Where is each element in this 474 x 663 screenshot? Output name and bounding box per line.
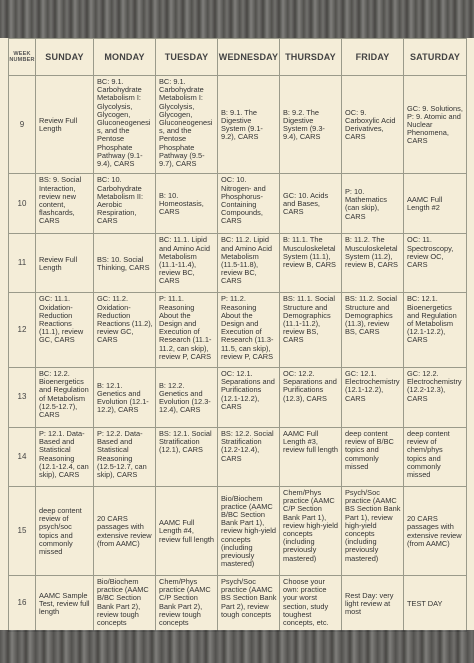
schedule-cell: BS: 9. Social Interaction, review new content, flashcards, CARS bbox=[36, 174, 94, 234]
schedule-cell: B: 9.2. The Digestive System (9.3-9.4), CARS bbox=[280, 76, 342, 174]
schedule-cell: AAMC Full Length #4, review full length bbox=[156, 487, 218, 576]
schedule-cell: BS: 11.2. Social Structure and Demographics (11.3), review BS, CARS bbox=[342, 293, 404, 368]
schedule-cell: BC: 9.1. Carbohydrate Metabolism I: Glycolysis, Glycogen, Gluconeogenesis, and the Pentose Phosphate Pathway (9.1-9.4), CARS bbox=[94, 76, 156, 174]
schedule-cell: BS: 10. Social Thinking, CARS bbox=[94, 234, 156, 293]
week-number: 14 bbox=[9, 428, 36, 487]
schedule-cell: OC: 12.2. Separations and Purifications (12.3), CARS bbox=[280, 367, 342, 427]
schedule-cell: OC: 11. Spectroscopy, review OC, CARS bbox=[404, 234, 467, 293]
schedule-cell: P: 12.2. Data-Based and Statistical Reasoning (12.5-12.7, can skip), CARS bbox=[94, 428, 156, 487]
schedule-cell: B: 11.1. The Musculoskeletal System (11.1), review B, CARS bbox=[280, 234, 342, 293]
schedule-cell: GC: 10. Acids and Bases, CARS bbox=[280, 174, 342, 234]
schedule-table bbox=[8, 38, 467, 632]
schedule-cell: AAMC Sample Test, review full length bbox=[36, 576, 94, 632]
table-row-week-9 bbox=[9, 76, 467, 174]
week-number-header: WEEK NUMBER bbox=[9, 39, 36, 76]
schedule-cell: Bio/Biochem practice (AAMC B/BC Section Bank Part 1), review high-yield concepts (including previously mastered) bbox=[218, 487, 280, 576]
schedule-cell: Choose your own: practice your worst section, study toughest concepts, etc. bbox=[280, 576, 342, 632]
week-number: 13 bbox=[9, 367, 36, 427]
study-schedule-sheet bbox=[8, 38, 466, 632]
day-header-saturday: SATURDAY bbox=[404, 39, 467, 76]
schedule-cell: GC: 12.1. Electrochemistry (12.1-12.2), CARS bbox=[342, 367, 404, 427]
schedule-cell: B: 12.1. Genetics and Evolution (12.1-12.2), CARS bbox=[94, 367, 156, 427]
schedule-cell: 20 CARS passages with extensive review (from AAMC) bbox=[94, 487, 156, 576]
schedule-cell: OC: 9. Carboxylic Acid Derivatives, CARS bbox=[342, 76, 404, 174]
schedule-cell: GC: 9. Solutions, P: 9. Atomic and Nuclear Phenomena, CARS bbox=[404, 76, 467, 174]
table-row-week-13 bbox=[9, 367, 467, 427]
table-row-week-14 bbox=[9, 428, 467, 487]
top-decorative-band bbox=[0, 0, 474, 38]
day-header-thursday: THURSDAY bbox=[280, 39, 342, 76]
schedule-cell: Chem/Phys practice (AAMC C/P Section Bank Part 2), review tough concepts bbox=[156, 576, 218, 632]
schedule-cell: GC: 11.1. Oxidation-Reduction Reactions (11.1), review GC, CARS bbox=[36, 293, 94, 368]
schedule-cell: OC: 10. Nitrogen- and Phosphorus-Containing Compounds, CARS bbox=[218, 174, 280, 234]
schedule-cell: P: 10. Mathematics (can skip), CARS bbox=[342, 174, 404, 234]
schedule-cell: Bio/Biochem practice (AAMC B/BC Section Bank Part 2), review tough concepts bbox=[94, 576, 156, 632]
week-number: 12 bbox=[9, 293, 36, 368]
bottom-decorative-band bbox=[0, 630, 474, 663]
header-row bbox=[9, 39, 467, 76]
table-row-week-12 bbox=[9, 293, 467, 368]
schedule-cell: BC: 12.2. Bioenergetics and Regulation of Metabolism (12.5-12.7), CARS bbox=[36, 367, 94, 427]
table-row-week-10 bbox=[9, 174, 467, 234]
week-number: 16 bbox=[9, 576, 36, 632]
schedule-cell: 20 CARS passages with extensive review (from AAMC) bbox=[404, 487, 467, 576]
schedule-cell: P: 11.1. Reasoning About the Design and Execution of Research (11.1-11.2, can skip), review P, CARS bbox=[156, 293, 218, 368]
schedule-cell: BC: 12.1. Bioenergetics and Regulation of Metabolism (12.1-12.2), CARS bbox=[404, 293, 467, 368]
schedule-cell: TEST DAY bbox=[404, 576, 467, 632]
day-header-sunday: SUNDAY bbox=[36, 39, 94, 76]
week-number: 9 bbox=[9, 76, 36, 174]
table-row-week-16 bbox=[9, 576, 467, 632]
schedule-cell: Psych/Soc practice (AAMC BS Section Bank Part 2), review tough concepts bbox=[218, 576, 280, 632]
schedule-cell: AAMC Full Length #3, review full length bbox=[280, 428, 342, 487]
schedule-cell: B: 11.2. The Musculoskeletal System (11.2), review B, CARS bbox=[342, 234, 404, 293]
schedule-cell: Review Full Length bbox=[36, 234, 94, 293]
table-row-week-11 bbox=[9, 234, 467, 293]
day-header-friday: FRIDAY bbox=[342, 39, 404, 76]
schedule-cell: BS: 12.2. Social Stratification (12.2-12.4), CARS bbox=[218, 428, 280, 487]
schedule-cell: B: 9.1. The Digestive System (9.1-9.2), CARS bbox=[218, 76, 280, 174]
week-number: 10 bbox=[9, 174, 36, 234]
schedule-cell: deep content review of chem/phys topics and commonly missed bbox=[404, 428, 467, 487]
schedule-cell: BC: 11.1. Lipid and Amino Acid Metabolism (11.1-11.4), review BC, CARS bbox=[156, 234, 218, 293]
schedule-cell: BS: 12.1. Social Stratification (12.1), CARS bbox=[156, 428, 218, 487]
schedule-cell: AAMC Full Length #2 bbox=[404, 174, 467, 234]
schedule-cell: B: 10. Homeostasis, CARS bbox=[156, 174, 218, 234]
week-number: 15 bbox=[9, 487, 36, 576]
schedule-cell: P: 11.2. Reasoning About the Design and Execution of Research (11.3-11.5, can skip), review P, CARS bbox=[218, 293, 280, 368]
week-number: 11 bbox=[9, 234, 36, 293]
schedule-cell: BC: 9.1. Carbohydrate Metabolism I: Glycolysis, Glycogen, Gluconeogenesis, and the Pentose Phosphate Pathway (9.5-9.7), CARS bbox=[156, 76, 218, 174]
schedule-cell: BC: 11.2. Lipid and Amino Acid Metabolism (11.5-11.8), review BC, CARS bbox=[218, 234, 280, 293]
schedule-cell: Chem/Phys practice (AAMC C/P Section Bank Part 1), review high-yield concepts (including previously mastered) bbox=[280, 487, 342, 576]
day-header-monday: MONDAY bbox=[94, 39, 156, 76]
table-row-week-15 bbox=[9, 487, 467, 576]
schedule-cell: BC: 10. Carbohydrate Metabolism II: Aerobic Respiration, CARS bbox=[94, 174, 156, 234]
schedule-cell: deep content review of B/BC topics and commonly missed bbox=[342, 428, 404, 487]
schedule-cell: Psych/Soc practice (AAMC BS Section Bank Part 1), review high-yield concepts (including previously mastered) bbox=[342, 487, 404, 576]
schedule-cell: B: 12.2. Genetics and Evolution (12.3-12.4), CARS bbox=[156, 367, 218, 427]
schedule-cell: P: 12.1. Data-Based and Statistical Reasoning (12.1-12.4, can skip), CARS bbox=[36, 428, 94, 487]
day-header-tuesday: TUESDAY bbox=[156, 39, 218, 76]
schedule-cell: GC: 11.2. Oxidation-Reduction Reactions (11.2), review GC, CARS bbox=[94, 293, 156, 368]
schedule-cell: deep content review of psych/soc topics and commonly missed bbox=[36, 487, 94, 576]
schedule-cell: OC: 12.1. Separations and Purifications (12.1-12.2), CARS bbox=[218, 367, 280, 427]
schedule-cell: GC: 12.2. Electrochemistry (12.2-12.3), CARS bbox=[404, 367, 467, 427]
schedule-cell: Review Full Length bbox=[36, 76, 94, 174]
schedule-cell: BS: 11.1. Social Structure and Demographics (11.1-11.2), review BS, CARS bbox=[280, 293, 342, 368]
schedule-cell: Rest Day: very light review at most bbox=[342, 576, 404, 632]
day-header-wednesday: WEDNESDAY bbox=[218, 39, 280, 76]
